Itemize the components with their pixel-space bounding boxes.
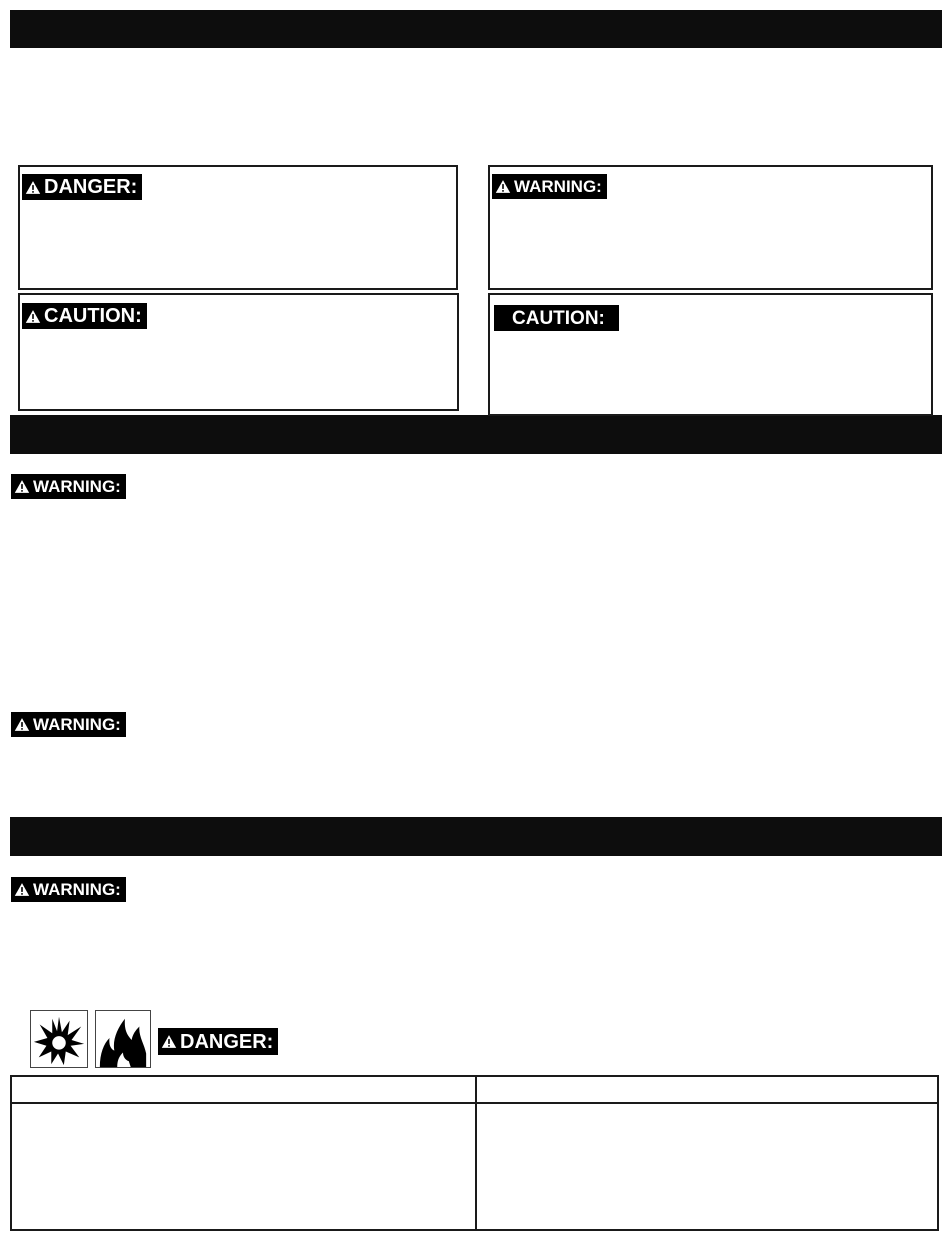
warning-triangle-icon xyxy=(25,180,41,195)
section-header-bar-1 xyxy=(10,10,942,48)
warning-triangle-icon xyxy=(161,1034,177,1049)
caution-label-text: CAUTION: xyxy=(44,305,142,327)
warning-triangle-icon xyxy=(14,717,30,732)
section3-danger-label xyxy=(158,1028,278,1055)
section2-warning-label-1 xyxy=(11,474,126,499)
section-header-bar-3 xyxy=(10,817,942,856)
warning-triangle-icon xyxy=(495,179,511,194)
explosion-icon xyxy=(30,1010,88,1068)
warning-triangle-icon xyxy=(25,309,41,324)
section-header-bar-2 xyxy=(10,415,942,454)
section2-warning-label-2-text: WARNING: xyxy=(33,715,121,734)
warning-triangle-icon xyxy=(14,882,30,897)
hazard-table-column-divider xyxy=(475,1077,477,1229)
danger-label xyxy=(22,174,142,200)
caution-label xyxy=(22,303,147,329)
danger-label-text: DANGER: xyxy=(44,176,138,198)
warning-label xyxy=(492,174,607,199)
section3-warning-label xyxy=(11,877,126,902)
caution-no-symbol-label xyxy=(494,305,619,331)
hazard-table xyxy=(10,1075,939,1231)
fire-icon xyxy=(95,1010,151,1068)
caution-no-symbol-label-text: CAUTION: xyxy=(512,307,605,329)
warning-triangle-icon xyxy=(14,479,30,494)
section3-danger-label-text: DANGER: xyxy=(180,1030,274,1053)
section2-warning-label-1-text: WARNING: xyxy=(33,477,121,496)
warning-label-text: WARNING: xyxy=(514,177,602,196)
section2-warning-label-2 xyxy=(11,712,126,737)
section3-warning-label-text: WARNING: xyxy=(33,880,121,899)
